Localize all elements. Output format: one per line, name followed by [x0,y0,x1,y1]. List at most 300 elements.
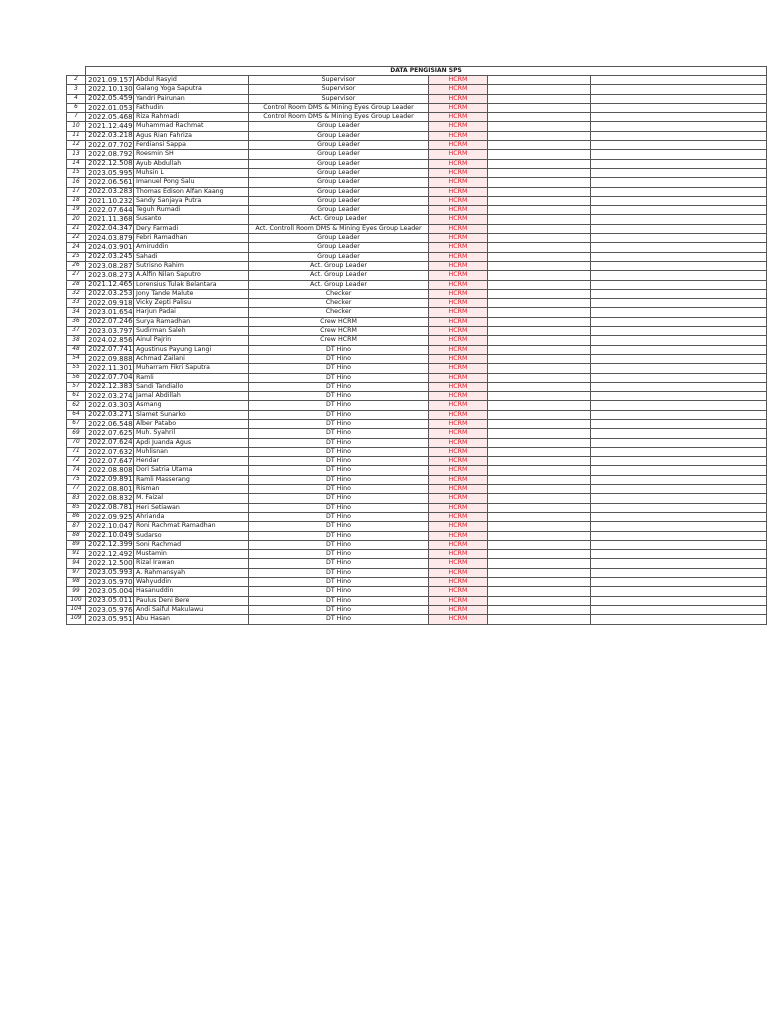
employee-name-cell[interactable]: Ainul Pajrin [134,336,249,345]
position-cell[interactable]: DT Hino [249,494,429,503]
position-cell[interactable]: DT Hino [249,559,429,568]
table-row[interactable] [67,382,767,391]
empty-cell[interactable] [488,596,591,605]
employee-name-cell[interactable]: Apdi Juanda Agus [134,438,249,447]
department-cell[interactable]: HCRM [429,587,488,596]
employee-name-cell[interactable]: Galang Yoga Saputra [134,85,249,94]
empty-cell[interactable] [488,187,591,196]
department-cell[interactable]: HCRM [429,299,488,308]
position-cell[interactable]: Group Leader [249,159,429,168]
empty-cell[interactable] [488,512,591,521]
employee-name-cell[interactable]: Teguh Rumadi [134,206,249,215]
department-cell[interactable]: HCRM [429,76,488,85]
empty-cell[interactable] [591,457,767,466]
table-row[interactable] [67,206,767,215]
empty-cell[interactable] [488,550,591,559]
position-cell[interactable]: Act. Group Leader [249,280,429,289]
row-number-cell[interactable]: 48 [67,345,86,354]
empty-cell[interactable] [591,178,767,187]
department-cell[interactable]: HCRM [429,103,488,112]
empty-cell[interactable] [488,261,591,270]
department-cell[interactable]: HCRM [429,550,488,559]
table-row[interactable] [67,429,767,438]
table-row[interactable] [67,503,767,512]
empty-cell[interactable] [591,512,767,521]
empty-cell[interactable] [488,494,591,503]
empty-cell[interactable] [591,364,767,373]
row-number-cell[interactable]: 26 [67,261,86,270]
row-number-cell[interactable]: 22 [67,234,86,243]
employee-name-cell[interactable]: Paulus Deni Bere [134,596,249,605]
department-cell[interactable]: HCRM [429,512,488,521]
employee-id-cell[interactable]: 2022.04.347 [86,224,134,233]
employee-id-cell[interactable]: 2022.03.274 [86,392,134,401]
empty-cell[interactable] [488,373,591,382]
row-number-cell[interactable]: 69 [67,429,86,438]
department-cell[interactable]: HCRM [429,364,488,373]
position-cell[interactable]: DT Hino [249,512,429,521]
employee-id-cell[interactable]: 2022.05.459 [86,94,134,103]
empty-cell[interactable] [591,308,767,317]
row-number-cell[interactable]: 17 [67,187,86,196]
empty-cell[interactable] [488,76,591,85]
department-cell[interactable]: HCRM [429,485,488,494]
empty-cell[interactable] [591,336,767,345]
position-cell[interactable]: DT Hino [249,466,429,475]
employee-name-cell[interactable]: Rizal Irawan [134,559,249,568]
table-row[interactable] [67,559,767,568]
employee-name-cell[interactable]: Ramli Masserang [134,475,249,484]
empty-cell[interactable] [591,196,767,205]
empty-cell[interactable] [591,438,767,447]
employee-id-cell[interactable]: 2022.09.891 [86,475,134,484]
employee-id-cell[interactable]: 2022.03.283 [86,187,134,196]
employee-name-cell[interactable]: Alber Patabo [134,419,249,428]
employee-id-cell[interactable]: 2022.12.492 [86,550,134,559]
position-cell[interactable]: DT Hino [249,522,429,531]
table-row[interactable] [67,159,767,168]
employee-id-cell[interactable]: 2021.12.449 [86,122,134,131]
empty-cell[interactable] [488,280,591,289]
position-cell[interactable]: Act. Group Leader [249,261,429,270]
row-number-cell[interactable]: 56 [67,373,86,382]
position-cell[interactable]: DT Hino [249,578,429,587]
employee-name-cell[interactable]: Sahadi [134,252,249,261]
position-cell[interactable]: DT Hino [249,447,429,456]
table-row[interactable] [67,475,767,484]
empty-cell[interactable] [591,485,767,494]
empty-cell[interactable] [488,568,591,577]
employee-name-cell[interactable]: Muhlisnan [134,447,249,456]
empty-cell[interactable] [591,615,767,624]
table-row[interactable] [67,280,767,289]
position-cell[interactable]: DT Hino [249,485,429,494]
position-cell[interactable]: DT Hino [249,429,429,438]
department-cell[interactable]: HCRM [429,568,488,577]
empty-cell[interactable] [591,234,767,243]
row-number-cell[interactable]: 57 [67,382,86,391]
department-cell[interactable]: HCRM [429,457,488,466]
employee-name-cell[interactable]: Muh. Syahril [134,429,249,438]
employee-id-cell[interactable]: 2022.03.303 [86,401,134,410]
position-cell[interactable]: DT Hino [249,503,429,512]
empty-cell[interactable] [488,457,591,466]
empty-cell[interactable] [591,605,767,614]
empty-cell[interactable] [488,94,591,103]
empty-cell[interactable] [591,299,767,308]
empty-cell[interactable] [591,85,767,94]
empty-cell[interactable] [591,401,767,410]
row-number-cell[interactable]: 27 [67,271,86,280]
department-cell[interactable]: HCRM [429,178,488,187]
empty-cell[interactable] [488,141,591,150]
empty-cell[interactable] [591,103,767,112]
employee-id-cell[interactable]: 2022.07.624 [86,438,134,447]
department-cell[interactable]: HCRM [429,559,488,568]
department-cell[interactable]: HCRM [429,215,488,224]
empty-cell[interactable] [488,364,591,373]
employee-name-cell[interactable]: Jony Tande Malute [134,289,249,298]
empty-cell[interactable] [591,466,767,475]
employee-name-cell[interactable]: Asmang [134,401,249,410]
table-row[interactable] [67,271,767,280]
department-cell[interactable]: HCRM [429,280,488,289]
empty-cell[interactable] [488,215,591,224]
table-row[interactable] [67,299,767,308]
empty-cell[interactable] [488,392,591,401]
position-cell[interactable]: DT Hino [249,596,429,605]
table-row[interactable] [67,578,767,587]
row-number-cell[interactable]: 10 [67,122,86,131]
position-cell[interactable]: Act. Group Leader [249,271,429,280]
empty-cell[interactable] [488,131,591,140]
row-number-cell[interactable]: 91 [67,550,86,559]
empty-cell[interactable] [488,410,591,419]
empty-cell[interactable] [488,308,591,317]
empty-cell[interactable] [591,447,767,456]
empty-cell[interactable] [591,215,767,224]
department-cell[interactable]: HCRM [429,243,488,252]
department-cell[interactable]: HCRM [429,289,488,298]
employee-name-cell[interactable]: Thomas Edison Alfan Kaang [134,187,249,196]
department-cell[interactable]: HCRM [429,85,488,94]
department-cell[interactable]: HCRM [429,131,488,140]
empty-cell[interactable] [488,224,591,233]
department-cell[interactable]: HCRM [429,196,488,205]
employee-id-cell[interactable]: 2022.07.644 [86,206,134,215]
position-cell[interactable]: DT Hino [249,550,429,559]
empty-cell[interactable] [591,540,767,549]
department-cell[interactable]: HCRM [429,252,488,261]
department-cell[interactable]: HCRM [429,373,488,382]
empty-cell[interactable] [591,503,767,512]
row-number-cell[interactable]: 83 [67,494,86,503]
position-cell[interactable]: Checker [249,308,429,317]
row-number-cell[interactable]: 33 [67,299,86,308]
row-number-cell[interactable]: 62 [67,401,86,410]
empty-cell[interactable] [591,429,767,438]
row-number-cell[interactable]: 71 [67,447,86,456]
row-number-cell[interactable]: 100 [67,596,86,605]
department-cell[interactable]: HCRM [429,392,488,401]
employee-name-cell[interactable]: Jamal Abdillah [134,392,249,401]
empty-cell[interactable] [488,178,591,187]
empty-cell[interactable] [591,419,767,428]
position-cell[interactable]: Group Leader [249,150,429,159]
employee-id-cell[interactable]: 2021.12.465 [86,280,134,289]
employee-name-cell[interactable]: Muharram Fikri Saputra [134,364,249,373]
employee-name-cell[interactable]: Fathudin [134,103,249,112]
table-row[interactable] [67,605,767,614]
department-cell[interactable]: HCRM [429,271,488,280]
position-cell[interactable]: Checker [249,299,429,308]
row-number-cell[interactable]: 7 [67,113,86,122]
employee-name-cell[interactable]: M. Faizal [134,494,249,503]
employee-id-cell[interactable]: 2023.05.970 [86,578,134,587]
table-row[interactable] [67,215,767,224]
department-cell[interactable]: HCRM [429,447,488,456]
row-number-cell[interactable]: 104 [67,605,86,614]
employee-name-cell[interactable]: Muhsin L [134,168,249,177]
employee-id-cell[interactable]: 2021.10.232 [86,196,134,205]
empty-cell[interactable] [591,280,767,289]
position-cell[interactable]: Supervisor [249,94,429,103]
employee-id-cell[interactable]: 2023.05.951 [86,615,134,624]
department-cell[interactable]: HCRM [429,206,488,215]
row-number-cell[interactable]: 87 [67,522,86,531]
empty-cell[interactable] [591,494,767,503]
position-cell[interactable]: DT Hino [249,364,429,373]
row-number-cell[interactable]: 38 [67,336,86,345]
row-number-cell[interactable]: 61 [67,392,86,401]
department-cell[interactable]: HCRM [429,540,488,549]
empty-cell[interactable] [591,141,767,150]
employee-id-cell[interactable]: 2022.03.245 [86,252,134,261]
department-cell[interactable]: HCRM [429,503,488,512]
row-number-cell[interactable]: 24 [67,243,86,252]
row-number-cell[interactable]: 3 [67,85,86,94]
employee-id-cell[interactable]: 2022.07.704 [86,373,134,382]
position-cell[interactable]: Supervisor [249,76,429,85]
employee-name-cell[interactable]: Dori Satria Utama [134,466,249,475]
empty-cell[interactable] [488,271,591,280]
position-cell[interactable]: Crew HCRM [249,317,429,326]
employee-id-cell[interactable]: 2022.09.888 [86,354,134,363]
employee-name-cell[interactable]: Heri Setiawan [134,503,249,512]
position-cell[interactable]: Group Leader [249,234,429,243]
empty-cell[interactable] [591,345,767,354]
employee-name-cell[interactable]: Ayub Abdullah [134,159,249,168]
employee-id-cell[interactable]: 2023.05.976 [86,605,134,614]
employee-id-cell[interactable]: 2023.05.004 [86,587,134,596]
empty-cell[interactable] [591,243,767,252]
empty-cell[interactable] [591,559,767,568]
employee-id-cell[interactable]: 2023.03.797 [86,327,134,336]
position-cell[interactable]: DT Hino [249,419,429,428]
table-row[interactable] [67,457,767,466]
row-number-cell[interactable]: 89 [67,540,86,549]
position-cell[interactable]: Crew HCRM [249,336,429,345]
row-number-cell[interactable]: 75 [67,475,86,484]
empty-cell[interactable] [488,605,591,614]
table-row[interactable] [67,587,767,596]
empty-cell[interactable] [591,596,767,605]
empty-cell[interactable] [591,131,767,140]
position-cell[interactable]: DT Hino [249,457,429,466]
row-number-cell[interactable]: 15 [67,168,86,177]
row-number-cell[interactable]: 32 [67,289,86,298]
table-row[interactable] [67,615,767,624]
employee-id-cell[interactable]: 2022.07.741 [86,345,134,354]
employee-name-cell[interactable]: Andi Saiful Makulawu [134,605,249,614]
empty-cell[interactable] [488,447,591,456]
department-cell[interactable]: HCRM [429,345,488,354]
position-cell[interactable]: Act. Controll Room DMS & Mining Eyes Group Leader [249,224,429,233]
department-cell[interactable]: HCRM [429,234,488,243]
table-row[interactable] [67,392,767,401]
employee-id-cell[interactable]: 2024.03.901 [86,243,134,252]
position-cell[interactable]: DT Hino [249,587,429,596]
employee-id-cell[interactable]: 2024.02.856 [86,336,134,345]
table-row[interactable] [67,289,767,298]
department-cell[interactable]: HCRM [429,159,488,168]
row-number-cell[interactable]: 98 [67,578,86,587]
empty-cell[interactable] [591,327,767,336]
employee-name-cell[interactable]: Surya Ramadhan [134,317,249,326]
employee-name-cell[interactable]: Hendar [134,457,249,466]
employee-name-cell[interactable]: Hasanuddin [134,587,249,596]
row-number-cell[interactable]: 55 [67,364,86,373]
employee-name-cell[interactable]: Sandy Sanjaya Putra [134,196,249,205]
empty-cell[interactable] [488,234,591,243]
empty-cell[interactable] [488,531,591,540]
employee-id-cell[interactable]: 2022.12.508 [86,159,134,168]
department-cell[interactable]: HCRM [429,94,488,103]
position-cell[interactable]: DT Hino [249,345,429,354]
empty-cell[interactable] [488,122,591,131]
table-row[interactable] [67,308,767,317]
position-cell[interactable]: Group Leader [249,187,429,196]
empty-cell[interactable] [591,382,767,391]
table-row[interactable] [67,336,767,345]
department-cell[interactable]: HCRM [429,122,488,131]
position-cell[interactable]: DT Hino [249,475,429,484]
row-number-cell[interactable]: 34 [67,308,86,317]
employee-id-cell[interactable]: 2022.09.925 [86,512,134,521]
department-cell[interactable]: HCRM [429,336,488,345]
row-number-cell[interactable]: 21 [67,224,86,233]
empty-cell[interactable] [591,168,767,177]
empty-cell[interactable] [488,85,591,94]
employee-name-cell[interactable]: Harjun Padai [134,308,249,317]
employee-id-cell[interactable]: 2022.07.647 [86,457,134,466]
row-number-cell[interactable]: 88 [67,531,86,540]
empty-cell[interactable] [591,522,767,531]
row-number-cell[interactable]: 67 [67,419,86,428]
table-row[interactable] [67,141,767,150]
department-cell[interactable]: HCRM [429,401,488,410]
employee-name-cell[interactable]: Abdul Rasyid [134,76,249,85]
position-cell[interactable]: DT Hino [249,401,429,410]
employee-id-cell[interactable]: 2022.10.130 [86,85,134,94]
employee-id-cell[interactable]: 2022.12.399 [86,540,134,549]
employee-name-cell[interactable]: Soni Rachmad [134,540,249,549]
row-number-cell[interactable]: 64 [67,410,86,419]
empty-cell[interactable] [591,317,767,326]
row-number-cell[interactable]: 19 [67,206,86,215]
employee-id-cell[interactable]: 2022.07.246 [86,317,134,326]
empty-cell[interactable] [488,289,591,298]
employee-name-cell[interactable]: Amiruddin [134,243,249,252]
empty-cell[interactable] [488,113,591,122]
table-row[interactable] [67,522,767,531]
empty-cell[interactable] [488,354,591,363]
employee-id-cell[interactable]: 2022.06.548 [86,419,134,428]
position-cell[interactable]: Act. Group Leader [249,215,429,224]
row-number-cell[interactable]: 94 [67,559,86,568]
empty-cell[interactable] [591,475,767,484]
department-cell[interactable]: HCRM [429,168,488,177]
empty-cell[interactable] [488,587,591,596]
employee-id-cell[interactable]: 2023.05.993 [86,568,134,577]
empty-cell[interactable] [488,540,591,549]
department-cell[interactable]: HCRM [429,494,488,503]
position-cell[interactable]: DT Hino [249,354,429,363]
row-number-cell[interactable]: 28 [67,280,86,289]
row-number-cell[interactable]: 77 [67,485,86,494]
table-row[interactable] [67,224,767,233]
empty-cell[interactable] [488,336,591,345]
row-number-cell[interactable]: 70 [67,438,86,447]
employee-id-cell[interactable]: 2022.03.253 [86,289,134,298]
position-cell[interactable]: Checker [249,289,429,298]
empty-cell[interactable] [591,531,767,540]
employee-id-cell[interactable]: 2023.01.654 [86,308,134,317]
employee-name-cell[interactable]: Ferdiansi Sappa [134,141,249,150]
employee-name-cell[interactable]: Ramli [134,373,249,382]
employee-name-cell[interactable]: Sudirman Saleh [134,327,249,336]
row-number-cell[interactable]: 12 [67,141,86,150]
employee-id-cell[interactable]: 2022.08.832 [86,494,134,503]
position-cell[interactable]: DT Hino [249,438,429,447]
employee-name-cell[interactable]: Riza Rahmadi [134,113,249,122]
employee-name-cell[interactable]: Sudarso [134,531,249,540]
employee-id-cell[interactable]: 2022.11.301 [86,364,134,373]
empty-cell[interactable] [488,438,591,447]
table-row[interactable] [67,364,767,373]
employee-id-cell[interactable]: 2022.01.053 [86,103,134,112]
empty-cell[interactable] [591,354,767,363]
table-row[interactable] [67,76,767,85]
department-cell[interactable]: HCRM [429,141,488,150]
position-cell[interactable]: DT Hino [249,540,429,549]
row-number-cell[interactable]: 54 [67,354,86,363]
empty-cell[interactable] [488,578,591,587]
empty-cell[interactable] [488,206,591,215]
employee-id-cell[interactable]: 2022.07.625 [86,429,134,438]
employee-name-cell[interactable]: Febri Ramadhan [134,234,249,243]
table-row[interactable] [67,85,767,94]
table-row[interactable] [67,540,767,549]
empty-cell[interactable] [488,299,591,308]
empty-cell[interactable] [488,150,591,159]
table-row[interactable] [67,94,767,103]
row-number-cell[interactable]: 4 [67,94,86,103]
employee-id-cell[interactable]: 2023.05.995 [86,168,134,177]
table-row[interactable] [67,234,767,243]
position-cell[interactable]: Crew HCRM [249,327,429,336]
empty-cell[interactable] [591,261,767,270]
